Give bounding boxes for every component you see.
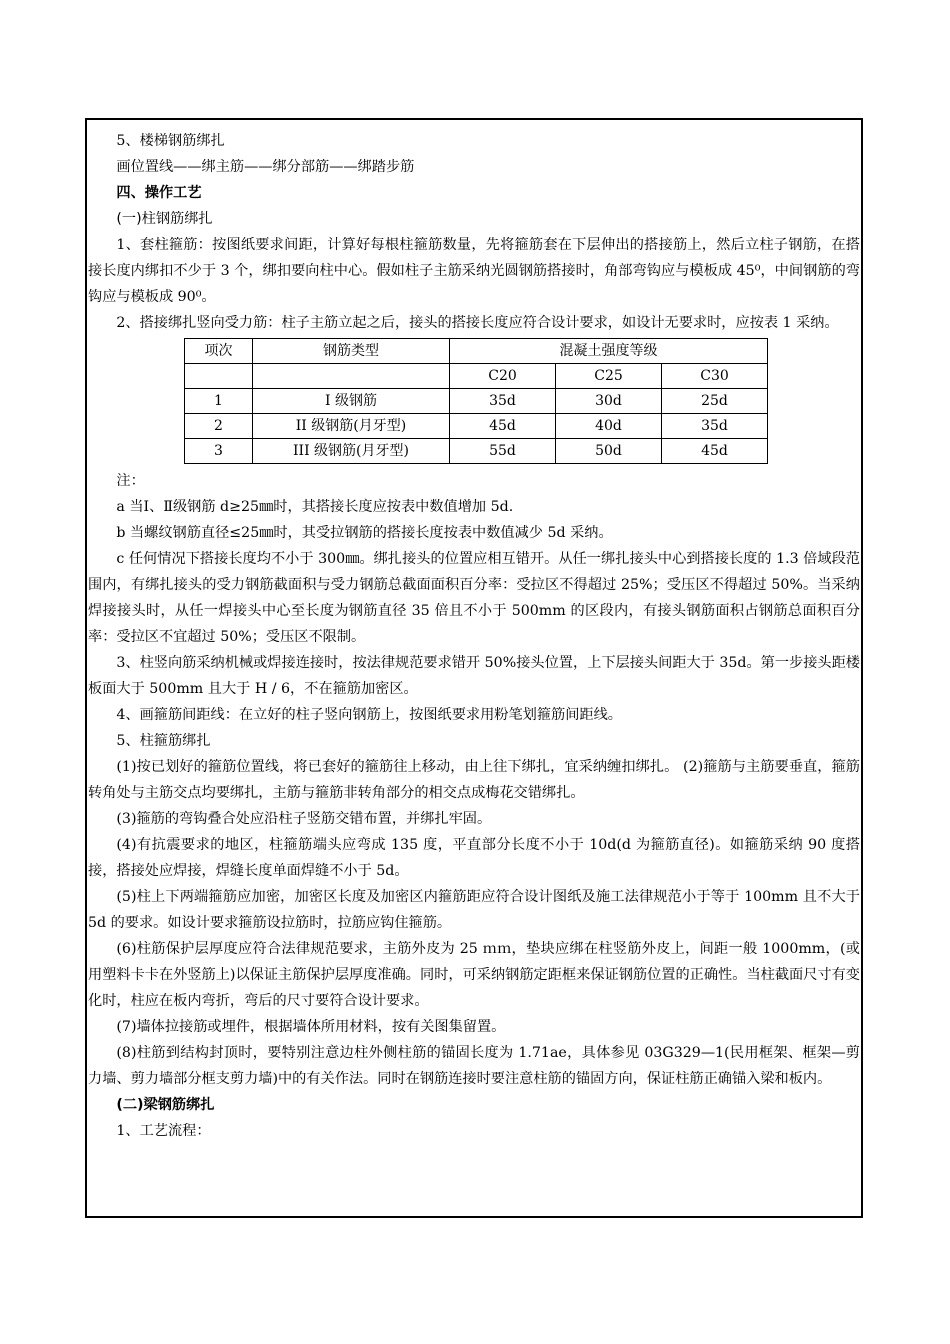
note-b: b 当螺纹钢筋直径≤25㎜时，其受拉钢筋的搭接长度按表中数值减少 5d 采纳。 [116,525,613,541]
para-stirrup-binding: 5、柱箍筋绑扎 [116,733,211,749]
cell-c30: 25d [662,389,768,414]
note-c: c 任何情况下搭接长度均不小于 300㎜。绑扎接头的位置应相互错开。从任一绑扎接头中心到搭接长度的 1.3 倍域段范围内，有绑扎接头的受力钢筋截面积与受力钢筋总截面面积百分率：受拉区不得超过 25%；受压区不得超过 50%。当采纳焊接接头时，从任一焊接头中心至长度为钢筋直径 35 倍且不小于 500mm 的区段内，有接头钢筋面积占钢筋总面积百分率：受拉区不宜超过 50%；受压区不限制。 [88,551,860,645]
lap-length-table [184,338,768,464]
table-row [185,439,768,464]
item-1-2: (1)按已划好的箍筋位置线，将已套好的箍筋往上移动，由上往下绑扎，宜采纳缠扣绑扎。 (2)箍筋与主筋要垂直，箍筋转角处与主筋交点均要绑扎，主筋与箍筋非转角部分的相交点成梅花交错绑扎。 [88,759,860,801]
note-a: a 当Ⅰ、Ⅱ级钢筋 d≥25㎜时，其搭接长度应按表中数值增加 5d. [116,499,514,515]
cell-no: 1 [185,389,253,414]
cell-type: II 级钢筋(月牙型) [253,414,450,439]
th-empty-2 [253,364,450,389]
beam-process-flow: 1、工艺流程： [116,1123,211,1139]
item-4: (4)有抗震要求的地区，柱箍筋端头应弯成 135 度，平直部分长度不小于 10d(d 为箍筋直径)。如箍筋采纳 90 度搭接，搭接处应焊接，焊缝长度单面焊缝不小于 5d。 [88,837,860,879]
notes-label: 注： [116,473,145,489]
cell-c25: 30d [556,389,662,414]
cell-c20: 55d [450,439,556,464]
cell-c20: 35d [450,389,556,414]
cell-c30: 45d [662,439,768,464]
stair-title: 5、楼梯钢筋绑扎 [116,133,225,149]
th-grade: 混凝土强度等级 [450,339,768,364]
cell-no: 2 [185,414,253,439]
item-6: (6)柱筋保护层厚度应符合法律规范要求，主筋外皮为 25 ｍｍ，垫块应绑在柱竖筋外皮上，间距一般 1000mm，(或用塑料卡卡在外竖筋上)以保证主筋保护层厚度准确。同时，可采纳钢筋定距框来保证钢筋位置的正确性。当柱截面尺寸有变化时，柱应在板内弯折，弯后的尺寸要符合设计要求。 [88,941,860,1009]
item-7: (7)墙体拉接筋或埋件，根据墙体所用材料，按有关图集留置。 [116,1019,506,1035]
cell-no: 3 [185,439,253,464]
cell-c25: 40d [556,414,662,439]
cell-type: III 级钢筋(月牙型) [253,439,450,464]
para-mechanical-joint: 3、柱竖向筋采纳机械或焊接连接时，按法律规范要求错开 50%接头位置，上下层接头间距大于 35d。第一步接头距楼板面大于 500mm 且大于 H / 6，不在箍筋加密区。 [88,655,860,697]
cell-c30: 35d [662,414,768,439]
th-c25: C25 [556,364,662,389]
item-5: (5)柱上下两端箍筋应加密，加密区长度及加密区内箍筋距应符合设计图纸及施工法律规范小于等于 100mm 且不大于 5d 的要求。如设计要求箍筋设拉筋时，拉筋应钩住箍筋。 [88,889,860,931]
th-type: 钢筋类型 [253,339,450,364]
cell-type: I 级钢筋 [253,389,450,414]
cell-c20: 45d [450,414,556,439]
table-row [185,389,768,414]
heading-beam-rebar: (二)梁钢筋绑扎 [116,1097,215,1113]
heading-operation: 四、操作工艺 [116,185,202,201]
th-c20: C20 [450,364,556,389]
th-item: 项次 [185,339,253,364]
th-c30: C30 [662,364,768,389]
document-frame [85,118,863,1218]
th-empty-1 [185,364,253,389]
para-lap-splice: 2、搭接绑扎竖向受力筋：柱子主筋立起之后，接头的搭接长度应符合设计要求，如设计无要求时，应按表 1 采纳。 [116,315,839,331]
item-3: (3)箍筋的弯钩叠合处应沿柱子竖筋交错布置，并绑扎牢固。 [116,811,492,827]
item-8: (8)柱筋到结构封顶时，要特别注意边柱外侧柱筋的锚固长度为 1.71ae，具体参见 03G329—1(民用框架、框架—剪力墙、剪力墙部分框支剪力墙)中的有关作法。同时在钢筋连接时要注意柱筋的锚固方向，保证柱筋正确锚入梁和板内。 [88,1045,860,1087]
para-stirrup-spacing: 4、画箍筋间距线：在立好的柱子竖向钢筋上，按图纸要求用粉笔划箍筋间距线。 [116,707,622,723]
para-stirrup: 1、套柱箍筋：按图纸要求间距，计算好每根柱箍筋数量，先将箍筋套在下层伸出的搭接筋上，然后立柱子钢筋，在搭接长度内绑扣不少于 3 个，绑扣要向柱中心。假如柱子主筋采纳光圆钢筋搭接时，角部弯钩应与模板成 45⁰，中间钢筋的弯钩应与模板成 90⁰。 [88,237,860,305]
table-row [185,414,768,439]
stair-flow: 画位置线——绑主筋——绑分部筋——绑踏步筋 [116,159,415,175]
document-content [87,128,861,1144]
heading-column-rebar: (一)柱钢筋绑扎 [116,211,213,227]
cell-c25: 50d [556,439,662,464]
